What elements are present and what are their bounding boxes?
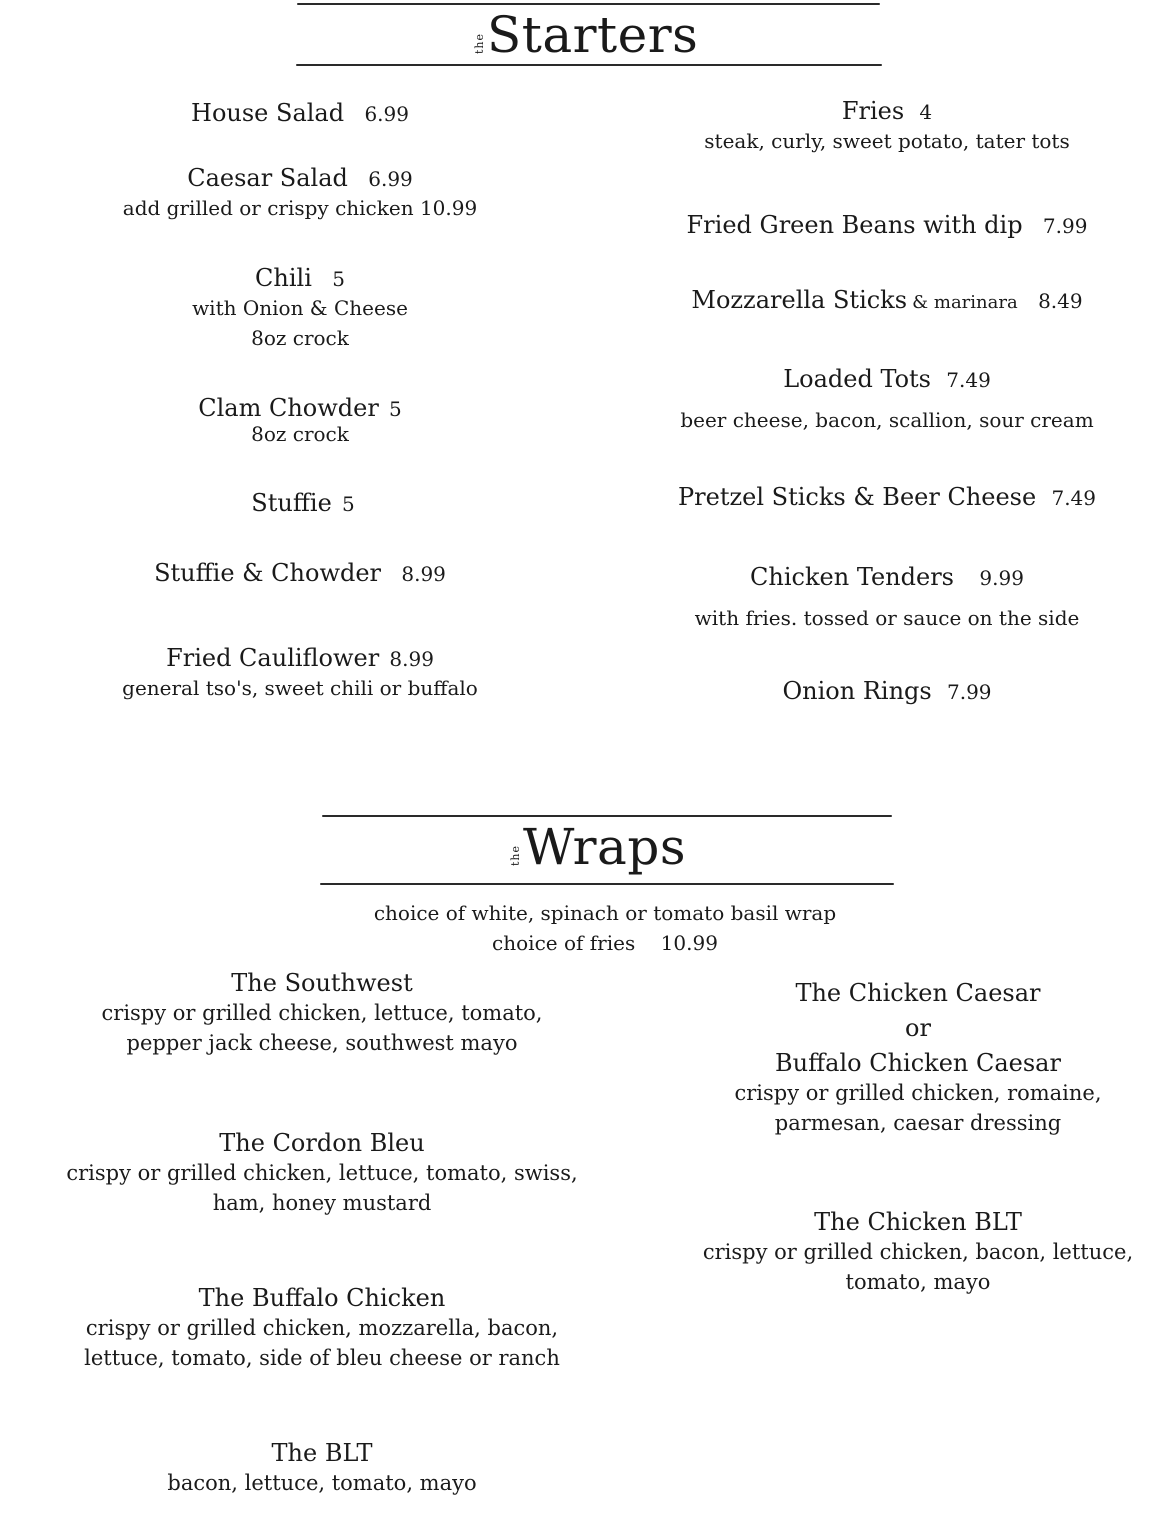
starter-chili: Chili 5 with Onion & Cheese 8oz crock <box>192 264 408 350</box>
wrap-blt: The BLT bacon, lettuce, tomato, mayo <box>167 1439 477 1495</box>
starter-mozzarella-sticks: Mozzarella Sticks & marinara 8.49 <box>691 286 1083 314</box>
wraps-heading <box>510 820 686 874</box>
wraps-bottom-rule <box>320 883 894 885</box>
starter-loaded-tots: Loaded Tots 7.49 beer cheese, bacon, scallion, sour cream <box>680 365 1094 432</box>
starters-heading <box>474 8 698 62</box>
wraps-the: the <box>509 844 522 866</box>
starter-house-salad: House Salad 6.99 <box>191 99 409 127</box>
wrap-buffalo-chicken: The Buffalo Chicken crispy or grilled chicken, mozzarella, bacon, lettuce, tomato, side of bleu cheese or ranch <box>84 1284 560 1370</box>
starter-fries: Fries 4 steak, curly, sweet potato, tater tots <box>704 97 1070 153</box>
starter-stuffie-chowder: Stuffie & Chowder 8.99 <box>154 559 446 587</box>
starter-fried-green-beans: Fried Green Beans with dip 7.99 <box>686 211 1088 239</box>
starters-top-rule <box>297 3 880 5</box>
starter-stuffie: Stuffie 5 <box>251 489 355 517</box>
starter-fried-cauliflower: Fried Cauliflower 8.99 general tso's, sweet chili or buffalo <box>122 644 478 700</box>
wrap-southwest: The Southwest crispy or grilled chicken, lettuce, tomato, pepper jack cheese, southwest mayo <box>101 969 543 1055</box>
starter-pretzel-sticks: Pretzel Sticks & Beer Cheese 7.49 <box>678 483 1096 511</box>
wrap-cordon-bleu: The Cordon Bleu crispy or grilled chicken, lettuce, tomato, swiss, ham, honey mustard <box>66 1129 578 1215</box>
starter-caesar-salad: Caesar Salad 6.99 add grilled or crispy chicken 10.99 <box>122 164 478 220</box>
starter-clam-chowder: Clam Chowder 5 8oz crock <box>198 394 402 446</box>
starters-title: Starters <box>487 6 699 64</box>
wrap-chicken-blt: The Chicken BLT crispy or grilled chicken, bacon, lettuce, tomato, mayo <box>702 1208 1134 1294</box>
wrap-chicken-caesar: The Chicken Caesar or Buffalo Chicken Caesar crispy or grilled chicken, romaine, parmesan, caesar dressing <box>734 979 1102 1135</box>
starters-the: the <box>473 32 486 54</box>
wraps-intro: choice of white, spinach or tomato basil wrap choice of fries 10.99 <box>373 901 837 955</box>
starters-bottom-rule <box>296 64 882 66</box>
wraps-top-rule <box>322 815 892 817</box>
starter-chicken-tenders: Chicken Tenders 9.99 with fries. tossed or sauce on the side <box>694 563 1080 630</box>
starter-onion-rings: Onion Rings 7.99 <box>782 677 992 705</box>
wraps-title: Wraps <box>523 818 687 876</box>
